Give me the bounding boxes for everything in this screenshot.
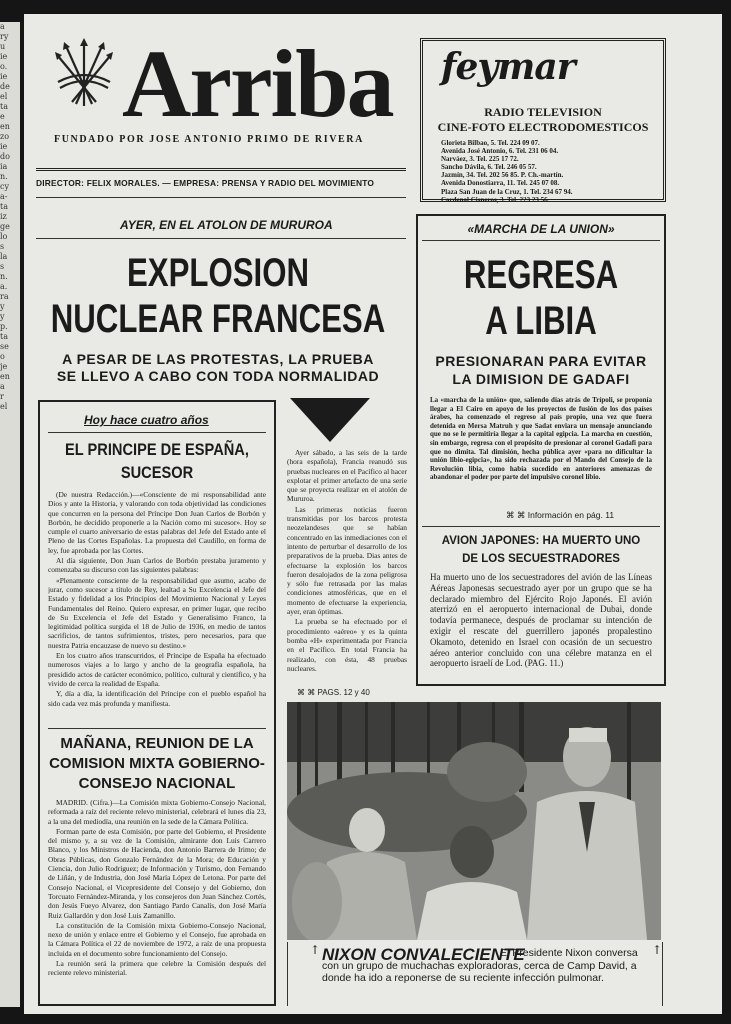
strip-fragment: a: [0, 382, 5, 391]
strip-fragment: se: [0, 342, 9, 351]
libia-subhead-1: PRESIONARAN PARA EVITAR: [435, 353, 647, 369]
feymar-logo: feymar: [441, 46, 575, 88]
comision-paragraph: Forman parte de esta Comisión, por parte del Gobierno, el Presidente del mismo y, a su vez de la Comisión, almirante don Luis Carrero Blanco, y los Ministros de Hacienda, don Antonio Barrera de Irimo; de Obras Públicas, don Gonzalo Fernández de la Mora; de Educación y Ciencia, don Julio Rodríguez; de Información y Turismo, don Fernando de Liñán, y de Industria, don José María López de Letona. Por parte del Consejo Nacional, el Vicepresidente del Consejo y del Gobierno, don Torcuato Fernández-Miranda, y los consejeros don Juan Sánchez Cortés, don Jesús Fueyo Alvarez, don Santiago Pardo Canalís, don José María Ruiz Gallardón y don José Luis Zamanillo.: [48, 826, 266, 920]
arrow-up-icon: ↑: [652, 943, 663, 957]
ad-address-line: Avenida Donostiarra, 11. Tel. 245 07 08.: [441, 179, 560, 188]
strip-fragment: r: [0, 392, 4, 401]
principe-headline-2: SUCESOR: [120, 463, 194, 482]
nixon-caption: El Presidente Nixon conversa con un grupo de muchachas exploradoras, cerca de Camp David, a donde ha ido a reponerse de su reciente infección pulmonar.: [322, 947, 638, 984]
previous-page-strip: [0, 22, 20, 1007]
libia-headline-1: REGRESA: [463, 253, 619, 297]
principe-body: [48, 490, 266, 726]
ad-line-2: CINE-FOTO ELECTRODOMESTICOS: [437, 120, 649, 134]
avion-headline-2: DE LOS SECUESTRADORES: [462, 553, 620, 565]
comision-headline-3: CONSEJO NACIONAL: [78, 775, 236, 792]
arrow-up-icon: ↑: [310, 943, 321, 957]
principe-paragraph: (De nuestra Redacción.)—«Consciente de mi responsabilidad ante Dios y ante la Historia, y valorando con toda objetividad las condiciones que concurren en la persona del Príncipe Don Juan Carlos de Borbón y Borbón, he decidido proponerle a la Nación como mi sucesor». Hoy se cumple el cuarto aniversario de estas palabras del Jefe del Estado ante el Pleno de las Cortes Españolas. La propuesta del Caudillo, en forma de ley, fue aprobada por las Cortes.: [48, 490, 266, 555]
strip-fragment: y: [0, 312, 5, 321]
strip-fragment: a: [0, 22, 5, 31]
strip-fragment: ge: [0, 222, 10, 231]
director-rule: [36, 197, 406, 198]
strip-fragment: ra: [0, 292, 9, 301]
strip-fragment: y: [0, 302, 5, 311]
nuclear-page-ref: [297, 688, 370, 697]
nuclear-paragraph: La prueba se ha efectuado por el procedimiento «aéreo» y es la quinta bomba «H» experimentada por Francia en el Pacífico. En total Francia ha realizado, con ésta, 48 pruebas nucleares.: [287, 617, 407, 673]
nixon-photo: [287, 702, 661, 940]
libia-headline-2: A LIBIA: [485, 299, 597, 343]
nuclear-kicker: AYER, EN EL ATOLON DE MURUROA: [120, 218, 333, 232]
strip-fragment: u: [0, 42, 6, 51]
info-ref-icon: ⌘ ⌘: [506, 510, 528, 520]
ad-address-line: Cardenal Cisneros, 3. Tel. 223 23 56.: [441, 195, 550, 204]
strip-fragment: o.: [0, 62, 8, 71]
ad-addresses: [441, 139, 572, 204]
strip-fragment: n.: [0, 272, 8, 281]
avion-body: Ha muerto uno de los secuestradores del avión de las Líneas Aéreas Japonesas secuestrado ayer por un grupo que se ha declarado miembro del Ejército Rojo Japonés. El avión aterrizó en el aeropuerto internacional de Dubai, donde todavía permanece, después de proclamar su intención de exigir el rescate del guerrillero japonés propalestino Okamoto, detenido en Israel con ocasión de un secuestro aéreo anterior concluido con una célebre matanza en el aeropuerto israelí de Lod. (PAG. 11.): [430, 572, 652, 669]
avion-headline-1: AVION JAPONES: HA MUERTO UNO: [441, 535, 641, 547]
strip-fragment: ta: [0, 102, 8, 111]
comision-headline-1: MAÑANA, REUNION DE LA: [60, 735, 254, 752]
strip-fragment: s: [0, 262, 5, 271]
nuclear-rule: [36, 238, 406, 239]
strip-fragment: o: [0, 352, 5, 361]
principe-kicker-rule: [48, 432, 266, 433]
strip-fragment: ia: [0, 162, 8, 171]
strip-fragment: el: [0, 92, 8, 101]
strip-fragment: zo: [0, 132, 10, 141]
comision-body: [48, 798, 266, 998]
strip-fragment: el: [0, 402, 8, 411]
nuclear-headline-2: NUCLEAR FRANCESA: [50, 297, 386, 341]
strip-fragment: ta: [0, 202, 8, 211]
principe-paragraph: En los cuatro años transcurridos, el Príncipe de España ha efectuado numerosos viajes a lo largo y ancho de la geografía española, ha presidido actos de carácter económico, político, cultural y científico, y ha vivido de cerca la realidad de España.: [48, 651, 266, 688]
libia-info-ref: [506, 510, 614, 521]
strip-fragment: p.: [0, 322, 8, 331]
strip-fragment: ie: [0, 52, 8, 61]
libia-info: Información en pág. 11: [527, 510, 615, 520]
comision-headline-2: COMISION MIXTA GOBIERNO-: [49, 755, 265, 772]
principe-kicker: Hoy hace cuatro años: [84, 413, 209, 427]
feymar-advertisement: [420, 38, 666, 202]
libia-body: La «marcha de la unión» que, saliendo días atrás de Trípoli, se proponía llegar a El Cairo en apoyo de los proyectos de fusión de los dos países árabes, ha comenzado el regreso al país propio, una vez que fuera detenida en Mersa Matruh y que Sadat enviara un mensaje anunciando que no se le permitiría llegar a la capital egipcia. La marcha en cuestión, sin embargo, regresa con el propósito de presionar al coronel Gadafi para que no dimita. Tal dimisión, hecha pública ayer «para no dificultar la unión libio-egipcia», ha sido rechazada por el Mando del Consejo de la Revolución libia, como había sucedido en anteriores amenazas de abandonar el poder por parte del impulsivo coronel libio.: [430, 396, 652, 482]
principe-headline-1: EL PRINCIPE DE ESPAÑA,: [65, 440, 249, 459]
principe-rule: [48, 728, 266, 729]
strip-fragment: ie: [0, 72, 8, 81]
strip-fragment: ta: [0, 332, 8, 341]
founded-line: FUNDADO POR JOSE ANTONIO PRIMO DE RIVERA: [54, 134, 364, 145]
strip-fragment: la: [0, 252, 8, 261]
strip-fragment: en: [0, 372, 10, 381]
ad-address-line: Narváez, 3. Tel. 225 17 72.: [441, 155, 519, 164]
director-line: DIRECTOR: FELIX MORALES. — EMPRESA: PRENSA Y RADIO DEL MOVIMIENTO: [36, 178, 375, 188]
nuclear-pages: PAGS. 12 y 40: [317, 688, 370, 697]
ad-address-line: Plaza San Juan de la Cruz, 1. Tel. 234 67 94.: [441, 187, 573, 196]
strip-fragment: s: [0, 242, 5, 251]
nuclear-headline-1: EXPLOSION: [126, 251, 310, 295]
comision-paragraph: MADRID. (Cifra.)—La Comisión mixta Gobierno-Consejo Nacional, reformada a raíz del reciente relevo ministerial, celebrará el lunes día 23, a la una del mediodía, una reunión en la sede de la Cámara Política.: [48, 798, 266, 826]
libia-kicker: «MARCHA DE LA UNION»: [467, 222, 615, 236]
nuclear-subhead-1: A PESAR DE LAS PROTESTAS, LA PRUEBA: [62, 351, 374, 367]
principe-paragraph: Y, día a día, la identificación del Príncipe con el pueblo español ha sido cada vez más profunda y manifiesta.: [48, 689, 266, 708]
libia-kicker-rule: [422, 240, 660, 241]
ad-address-line: Glorieta Bilbao, 5. Tel. 224 09 07.: [441, 139, 540, 147]
principe-paragraph: «Plenamente consciente de la responsabilidad que asumo, acabo de jurar, como sucesor a título de Rey, lealtad a Su Excelencia el Jefe del Estado y fidelidad a los Principios del Movimiento Nacional y Leyes Fundamentales del Reino. Quiero expresar, en primer lugar, que recibo de Su Excelencia el Jefe del Estado y Generalísimo Franco, la legitimidad política surgida el 18 de Julio de 1936, en medio de tantos sacrificios, de tantos sufrimientos, tristes, pero necesarios, para que nuestra Patria encauzase de nuevo su destino.»: [48, 575, 266, 650]
ad-line-1: RADIO TELEVISION: [484, 105, 602, 119]
ad-address-line: Jazmín, 34. Tel. 202 56 85. P. Ch.-martín.: [441, 171, 564, 180]
nuclear-paragraph: Ayer sábado, a las seis de la tarde (hora española), Francia reanudó sus pruebas nucleares en el Pacífico al hacer explotar el primer artefacto de una serie que se proyecta realizar en el atolón de Mururoa.: [287, 448, 407, 504]
page-ref-icon: ⌘ ⌘: [297, 688, 318, 697]
strip-fragment: de: [0, 82, 10, 91]
yoke-and-arrows-emblem: [52, 38, 116, 110]
strip-fragment: n.: [0, 172, 8, 181]
strip-fragment: a.: [0, 282, 8, 291]
nuclear-subhead-2: SE LLEVO A CABO CON TODA NORMALIDAD: [56, 368, 380, 384]
ad-address-line: Sancho Dávila, 6. Tel. 246 05 57.: [441, 163, 537, 172]
strip-fragment: ie: [0, 142, 8, 151]
strip-fragment: en: [0, 122, 10, 131]
strip-fragment: e: [0, 112, 5, 121]
nixon-caption-title: NIXON CONVALECIENTE: [322, 945, 525, 964]
strip-fragment: je: [0, 362, 8, 371]
strip-fragment: lo: [0, 232, 8, 241]
avion-rule: [422, 526, 660, 527]
nuclear-paragraph: Las primeras noticias fueron transmitidas por los barcos protesta neozelandeses que se habían concentrado en las inmediaciones con el intento de perturbar el desarrollo de los preparativos de la prueba. Dias antes de efectuarse la explosión los barcos fueron desalojados de la zona peligrosa y sólo fue retrasada por las malas condiciones atmosféricas, que en el momento de efectuarse la experiencia, ayer, eran óptimas.: [287, 504, 407, 617]
down-triangle-icon: [290, 398, 370, 442]
comision-paragraph: La constitución de la Comisión mixta Gobierno-Consejo Nacional, nexo de unión y enlace entre el Gobierno y el Consejo, fue aprobada en la Cámara Política el 22 de noviembre de 1972, a raíz de una propuesta incluida en el documento sobre funcionamiento del Consejo.: [48, 920, 266, 958]
strip-fragment: cy: [0, 182, 9, 191]
libia-subhead-2: LA DIMISION DE GADAFI: [452, 371, 630, 387]
strip-fragment: ry: [0, 32, 9, 41]
strip-fragment: a-: [0, 192, 8, 201]
principe-paragraph: Al día siguiente, Don Juan Carlos de Borbón prestaba juramento y comenzaba su discurso con las siguientes palabras:: [48, 556, 266, 575]
masthead-rule: [36, 168, 406, 171]
strip-fragment: iz: [0, 212, 7, 221]
nuclear-body: [287, 448, 407, 686]
newspaper-title: Arriba: [122, 30, 393, 137]
ad-address-line: Avenida José Antonio, 6. Tel. 231 06 04.: [441, 147, 559, 156]
strip-fragment: do: [0, 152, 10, 161]
comision-paragraph: La reunión será la primera que celebre la Comisión después del reciente relevo ministerial.: [48, 959, 266, 978]
